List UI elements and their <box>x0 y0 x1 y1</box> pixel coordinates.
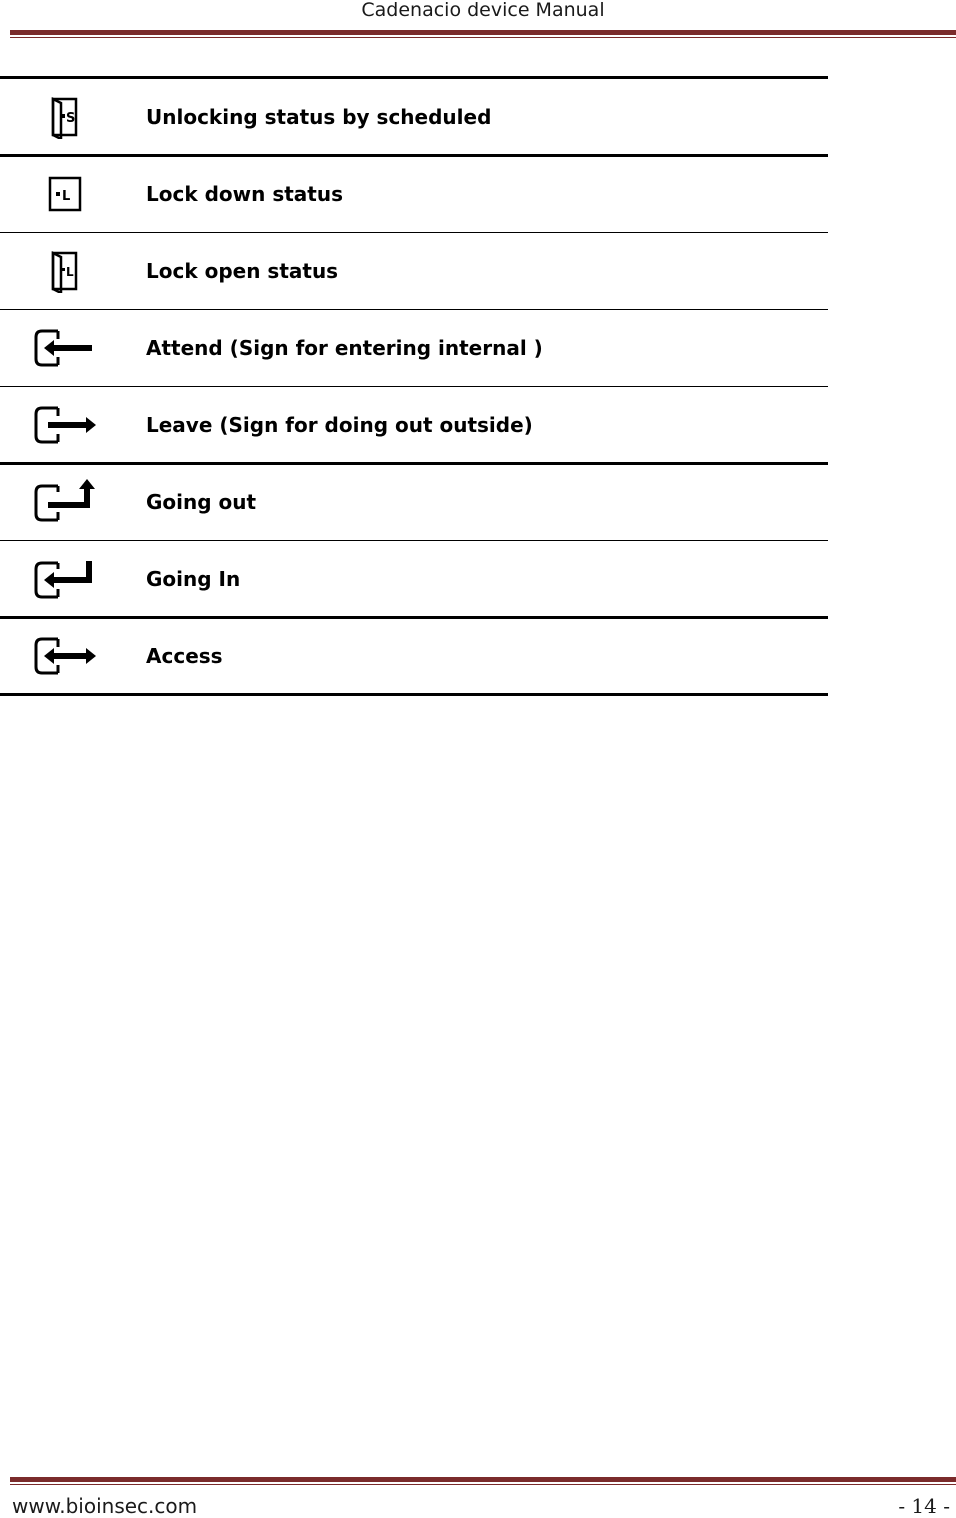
table-row <box>0 386 828 463</box>
svg-text:S: S <box>66 110 76 126</box>
lock-down-icon <box>45 174 85 214</box>
header-rule-thin <box>10 37 956 38</box>
attend-icon <box>32 325 98 371</box>
svg-text:L: L <box>62 188 71 204</box>
footer-rule <box>10 1477 956 1482</box>
svg-text:L: L <box>66 264 74 279</box>
header-rule <box>10 30 956 35</box>
legend-label: Lock down status <box>146 181 344 206</box>
table-row <box>0 78 828 155</box>
page-number: - 14 - <box>898 1494 950 1518</box>
table-row <box>0 155 828 232</box>
legend-label: Access <box>146 643 223 668</box>
going-out-icon <box>32 478 98 526</box>
document-title: Cadenacio device Manual <box>361 0 605 21</box>
table-row <box>0 232 828 309</box>
access-icon <box>32 633 98 679</box>
legend-label: Going out <box>146 489 257 514</box>
legend-label: Unlocking status by scheduled <box>146 104 492 129</box>
icon-legend-table <box>0 78 828 694</box>
footer-website-link[interactable]: www.bioinsec.com <box>12 1494 198 1518</box>
legend-label: Attend (Sign for entering internal ) <box>146 335 543 360</box>
legend-label: Going In <box>146 566 241 591</box>
scheduled-unlock-icon <box>45 95 85 139</box>
table-row <box>0 309 828 386</box>
table-row <box>0 463 828 540</box>
table-row <box>0 540 828 617</box>
legend-label: Lock open status <box>146 258 339 283</box>
legend-label: Leave (Sign for doing out outside) <box>146 412 533 437</box>
leave-icon <box>32 402 98 448</box>
footer-rule-thin <box>10 1484 956 1485</box>
lock-open-icon <box>45 249 85 293</box>
table-row <box>0 617 828 694</box>
going-in-icon <box>32 555 98 603</box>
